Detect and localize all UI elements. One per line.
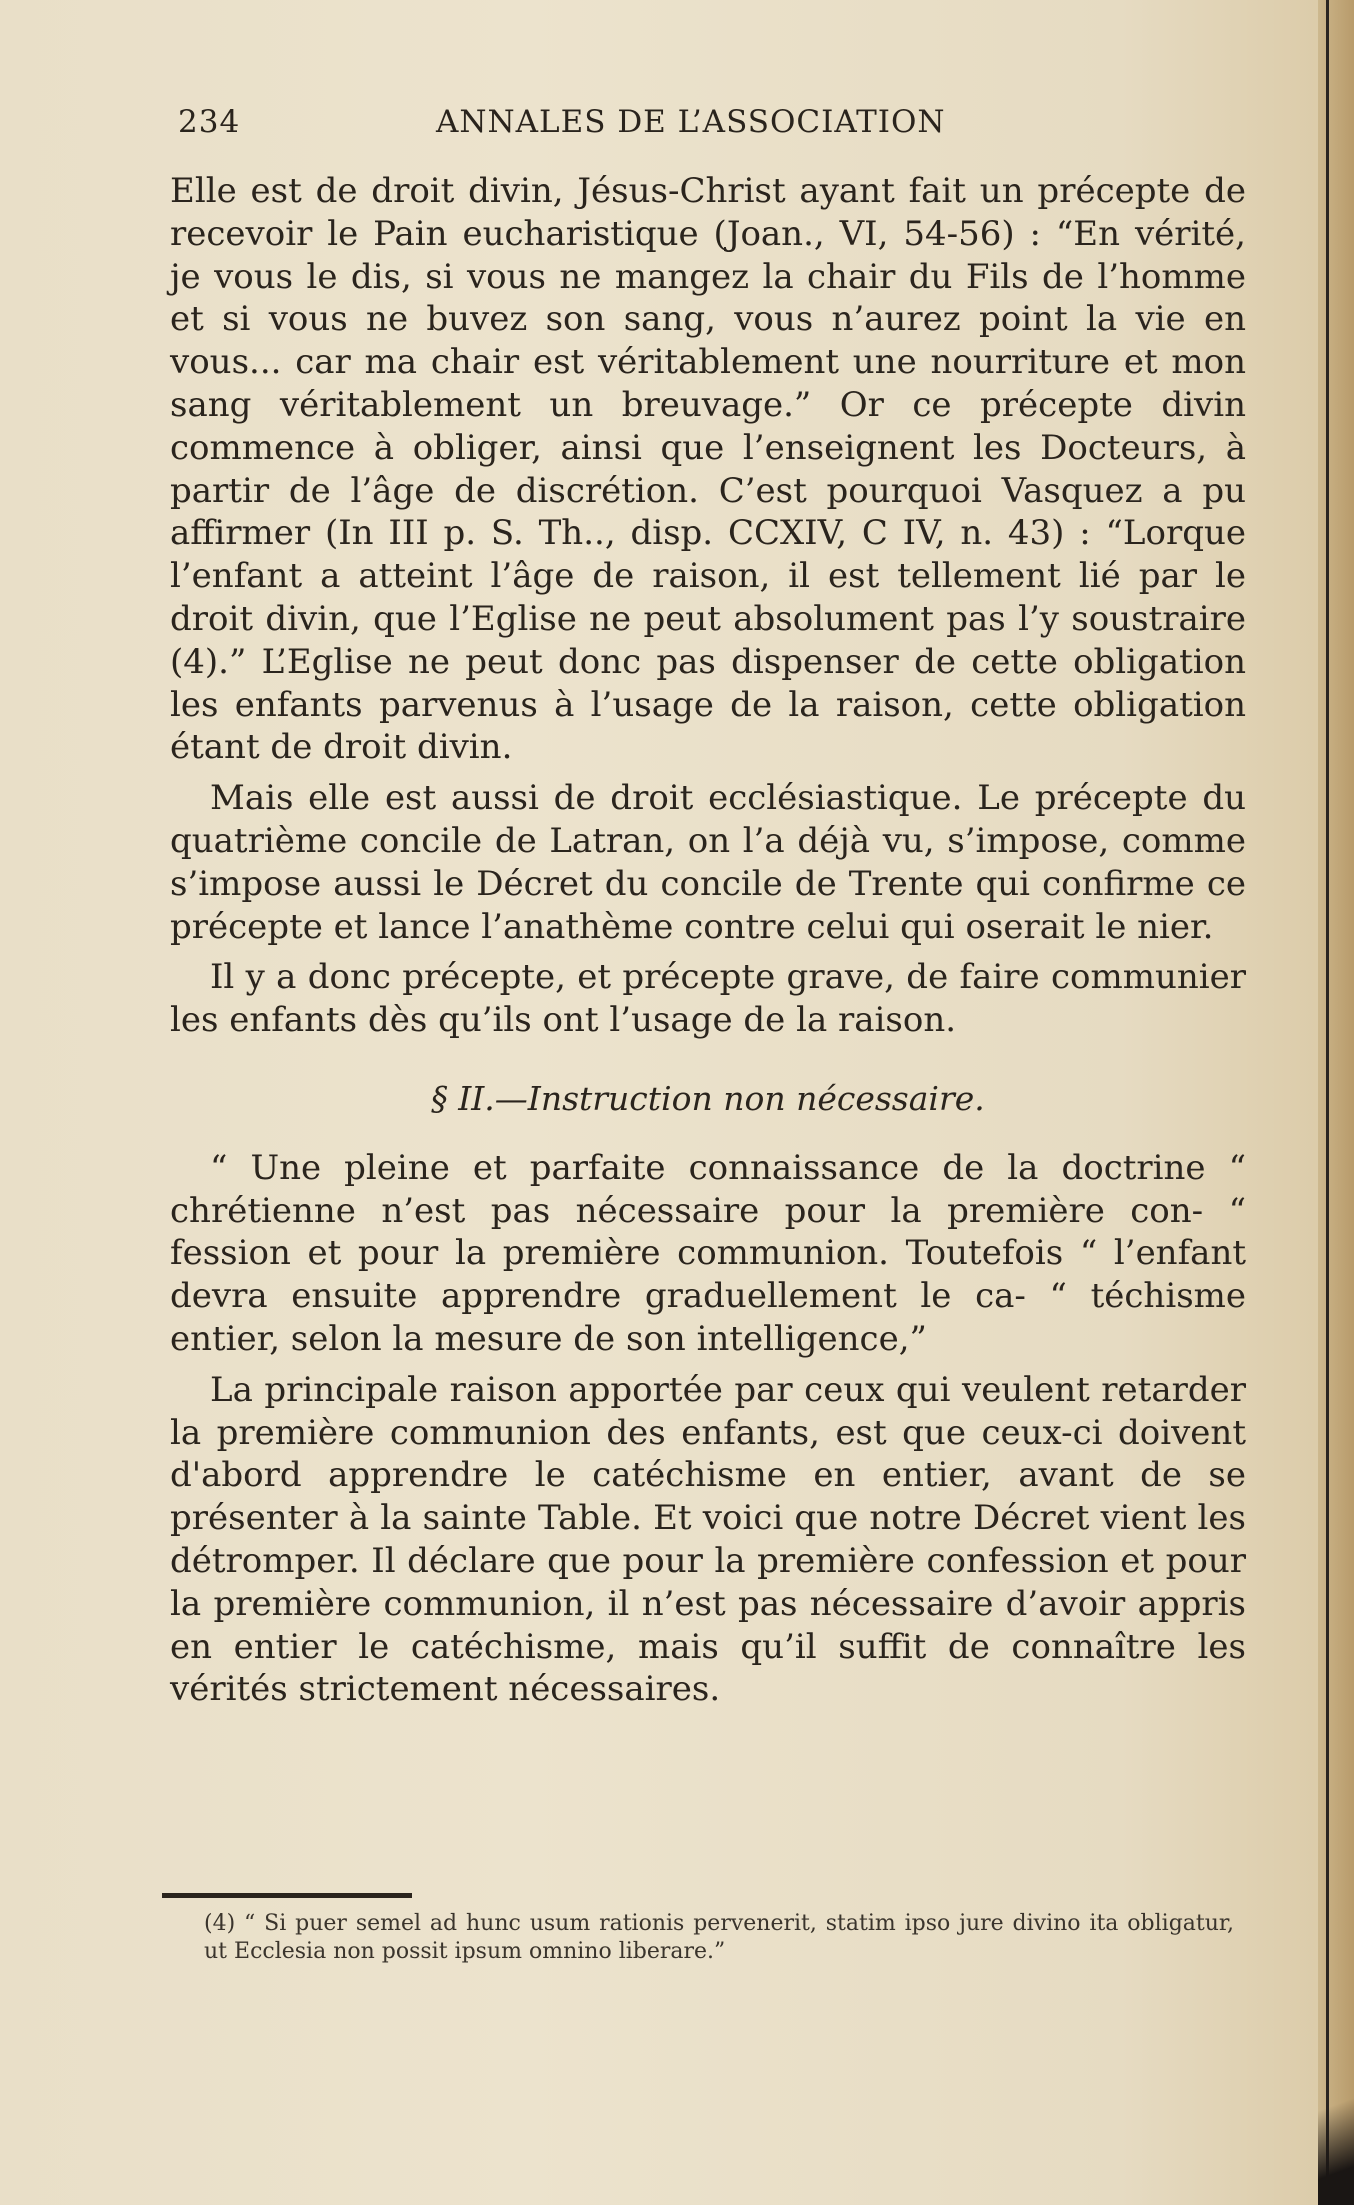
- page-number: 234: [178, 104, 241, 140]
- paragraph-2: Mais elle est aussi de droit ecclésiastique. Le précepte du quatrième concile de Latran, on l’a déjà vu, s’impose, comme s’impose aussi le Décret du concile de Trente qui confirme ce précepte et lance l’anathème contre celui qui oserait le nier.: [170, 778, 1246, 947]
- paragraph-3: Il y a donc précepte, et précepte grave, de faire communier les enfants dès qu’ils ont l’usage de la raison.: [170, 957, 1246, 1041]
- body-text: [170, 170, 1246, 1711]
- page-corner-shadow: [1318, 2065, 1354, 2205]
- footnote-rule: [162, 1893, 412, 1898]
- decree-quote: “ Une pleine et parfaite connaissance de la doctrine “ chrétienne n’est pas nécessaire pour la première con- “ fession et pour la première communion. Toutefois “ l’enfant devra ensuite apprendre graduellement le ca- “ téchisme entier, selon la mesure de son intelligence,”: [170, 1147, 1246, 1359]
- running-header: [178, 104, 1198, 144]
- paragraph-4: La principale raison apportée par ceux qui veulent retarder la première communion des enfants, est que ceux-ci doivent d'abord apprendre le catéchisme en entier, avant de se présenter à la sainte Table. Et voici que notre Décret vient les détromper. Il déclare que pour la première confession et pour la première communion, il n’est pas nécessaire d’avoir appris en entier le catéchisme, mais qu’il suffit de connaître les vérités strictement nécessaires.: [170, 1369, 1246, 1710]
- binding-line: [1326, 0, 1329, 2205]
- section-heading: § II.—Instruction non nécessaire.: [431, 1078, 985, 1118]
- footnote: (4) “ Si puer semel ad hunc usum rationis pervenerit, statim ipso jure divino ita obligatur, ut Ecclesia non possit ipsum omnino liberare.”: [204, 1911, 1234, 1964]
- paragraph-1: Elle est de droit divin, Jésus-Christ ayant fait un précepte de recevoir le Pain eucharistique (Joan., VI, 54-56) : “En vérité, je vous le dis, si vous ne mangez la chair du Fils de l’homme et si vous ne buvez son sang, vous n’aurez point la vie en vous... car ma chair est véritablement une nourriture et mon sang véritablement un breuvage.” Or ce précepte divin commence à obliger, ainsi que l’enseignent les Docteurs, à partir de l’âge de discrétion. C’est pourquoi Vasquez a pu affirmer (In III p. S. Th.., disp. CCXIV, C IV, n. 43) : “Lorque l’enfant a atteint l’âge de raison, il est tellement lié par le droit divin, que l’Eglise ne peut absolument pas l’y soustraire (4).” L’Eglise ne peut donc pas dispenser de cette obligation les enfants parvenus à l’usage de la raison, cette obligation étant de droit divin.: [170, 171, 1246, 768]
- page-edge: [1318, 0, 1354, 2205]
- running-title: ANNALES DE L’ASSOCIATION: [436, 104, 946, 140]
